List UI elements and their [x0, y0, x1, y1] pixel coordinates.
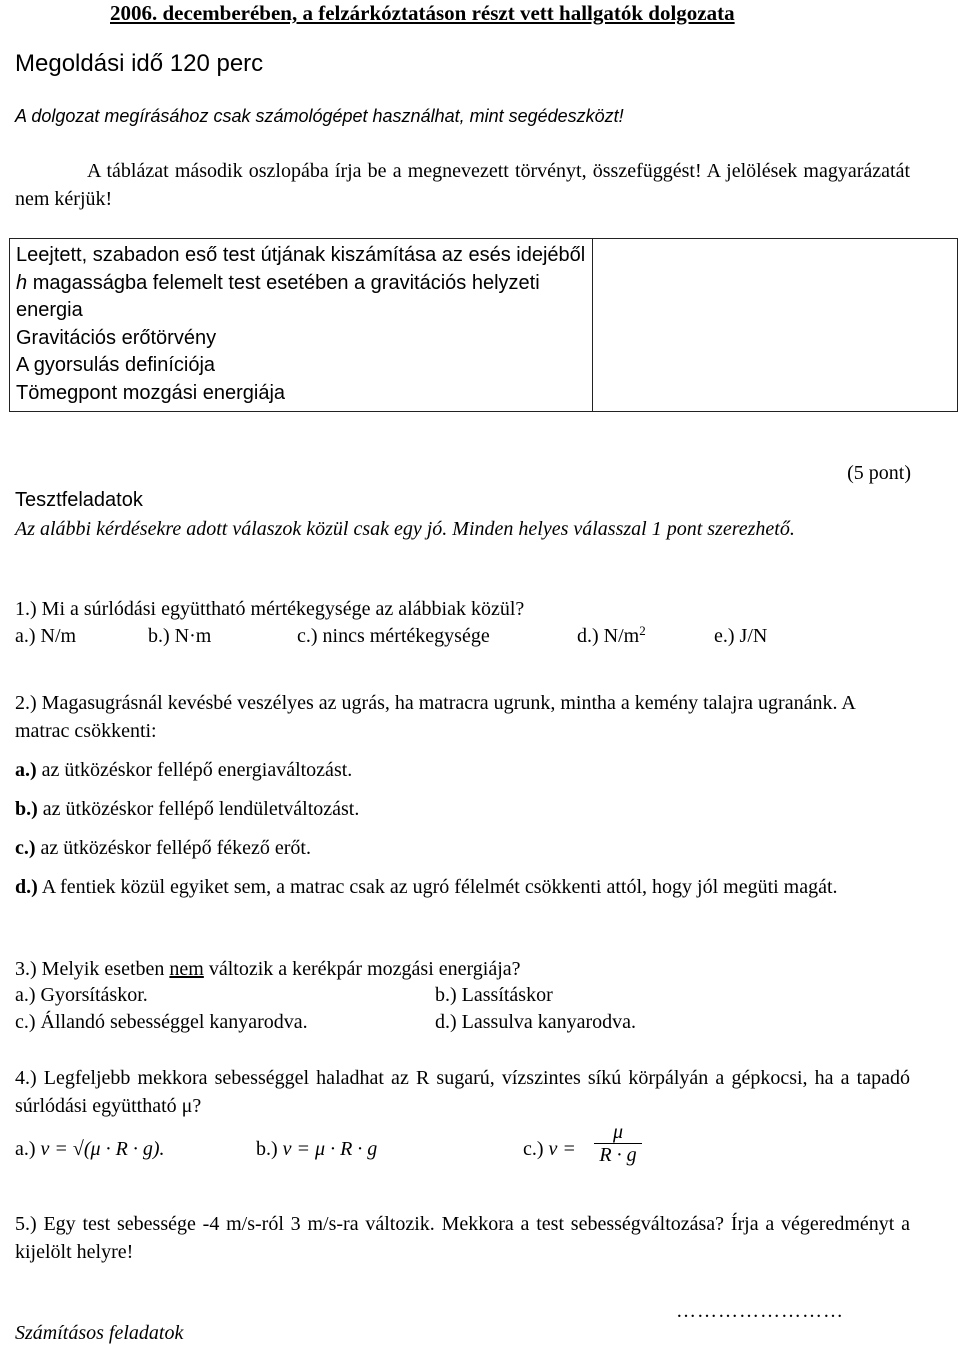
q2-option-c[interactable]	[15, 834, 890, 862]
question-1-text: 1.) Mi a súrlódási együttható mértékegysége az alábbiak közül?	[15, 598, 525, 620]
q3-option-b[interactable]: b.) Lassításkor	[435, 984, 553, 1006]
test-heading: Tesztfeladatok	[15, 489, 143, 511]
law-table	[9, 238, 958, 412]
q1-option-e[interactable]: e.) J/N	[714, 625, 768, 647]
law-row-2-text: magasságba felemelt test esetében a gravitációs helyzeti energia	[16, 271, 540, 321]
q2-option-a-text: az ütközéskor fellépő energiaváltozást.	[36, 759, 353, 781]
answer-blank[interactable]: ……………………	[676, 1300, 844, 1322]
q4-option-b-label: b.)	[256, 1138, 278, 1160]
q4-option-a[interactable]	[15, 1136, 164, 1163]
q3-text-after: változik a kerékpár mozgási energiája?	[203, 958, 521, 980]
q1-option-d[interactable]	[577, 623, 646, 650]
q2-option-d-letter: d.)	[15, 876, 38, 898]
question-2-text: 2.) Magasugrásnál kevésbé veszélyes az ugrás, ha matracra ugrunk, mintha a kemény talajra ugranánk. A matrac csökkenti:	[15, 692, 855, 742]
test-note: Az alábbi kérdésekre adott válaszok közül csak egy jó. Minden helyes válasszal 1 pont szerezhető.	[15, 518, 795, 540]
law-row-5: Tömegpont mozgási energiája	[16, 381, 286, 404]
q1-option-b[interactable]: b.) N·m	[148, 625, 212, 647]
calc-heading: Számításos feladatok	[15, 1322, 184, 1344]
q4-option-c-fraction	[594, 1121, 642, 1166]
table-instruction: A táblázat második oszlopába írja be a megnevezett törvényt, összefüggést! A jelölések magyarázatát nem kérjük!	[15, 160, 910, 210]
q4-option-c[interactable]	[523, 1136, 576, 1163]
q1-option-d-text: d.) N/m	[577, 625, 640, 647]
q4-option-b[interactable]	[256, 1136, 377, 1163]
law-row-4: A gyorsulás definíciója	[16, 354, 216, 376]
q3-option-d[interactable]: d.) Lassulva kanyarodva.	[435, 1011, 637, 1033]
law-row-1: Leejtett, szabadon eső test útjának kiszámítása az esés idejéből	[16, 244, 586, 266]
q2-option-d[interactable]	[15, 873, 875, 901]
law-table-labels	[10, 239, 593, 412]
q2-option-c-letter: c.)	[15, 837, 36, 859]
law-answer-cell[interactable]	[593, 239, 958, 412]
tools-note: A dolgozat megírásához csak számológépet használhat, mint segédeszközt!	[15, 106, 624, 126]
q4-option-a-label: a.)	[15, 1138, 36, 1160]
q2-option-a-letter: a.)	[15, 759, 37, 781]
points-label: (5 pont)	[847, 462, 911, 484]
q2-option-b-text: az ütközéskor fellépő lendületváltozást.	[37, 798, 360, 820]
q1-option-a[interactable]: a.) N/m	[15, 625, 77, 647]
q2-option-c-text: az ütközéskor fellépő fékező erőt.	[35, 837, 311, 859]
q4-option-b-formula: v = μ · R · g	[282, 1138, 378, 1160]
q2-option-b-letter: b.)	[15, 798, 38, 820]
question-5-text: 5.) Egy test sebessége -4 m/s-ról 3 m/s-ra változik. Mekkora a test sebességváltozása? Írja a végeredményt a kijelölt helyre!	[15, 1213, 910, 1263]
question-4-text: 4.) Legfeljebb mekkora sebességgel haladhat az R sugarú, vízszintes síkú körpályán a gépkocsi, ha a tapadó súrlódási együttható μ?	[15, 1067, 910, 1117]
q2-option-b[interactable]	[15, 795, 890, 823]
law-row-2	[16, 270, 586, 325]
time-limit: Megoldási idő 120 perc	[15, 50, 264, 77]
q2-option-a[interactable]	[15, 756, 890, 784]
q2-option-d-text: A fentiek közül egyiket sem, a matrac csak az ugró félelmét csökkenti attól, hogy jól megüti magát.	[37, 876, 838, 898]
q4-option-a-formula: v = √(μ · R · g).	[40, 1138, 165, 1160]
q1-option-c[interactable]: c.) nincs mértékegysége	[297, 625, 490, 647]
q3-option-c[interactable]: c.) Állandó sebességgel kanyarodva.	[15, 1011, 308, 1033]
page-title: 2006. decemberében, a felzárkóztatáson részt vett hallgatók dolgozata	[110, 1, 735, 25]
law-row-2-symbol: h	[16, 271, 28, 294]
law-row-3: Gravitációs erőtörvény	[16, 326, 217, 349]
q3-text-before: 3.) Melyik esetben	[15, 958, 170, 980]
question-3-text	[15, 955, 890, 983]
q1-option-d-exponent: 2	[639, 623, 646, 638]
q4-option-c-lhs: v =	[548, 1138, 576, 1160]
q4-option-c-denominator: R · g	[599, 1144, 637, 1166]
q4-option-c-label: c.)	[523, 1138, 544, 1160]
q3-text-underlined: nem	[169, 958, 204, 980]
q4-option-c-numerator: μ	[594, 1121, 642, 1144]
q3-option-a[interactable]: a.) Gyorsításkor.	[15, 984, 148, 1006]
